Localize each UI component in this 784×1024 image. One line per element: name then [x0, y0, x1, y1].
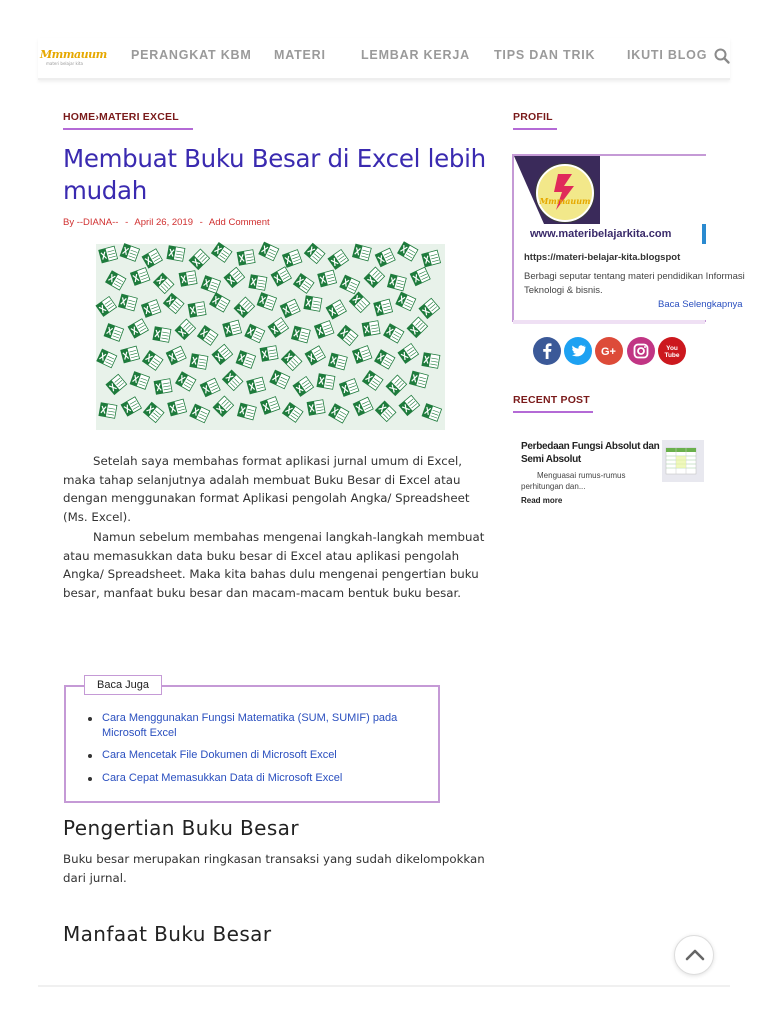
sidebar-heading-recent-post: RECENT POST — [513, 394, 590, 406]
article-paragraph: Buku besar merupakan ringkasan transaksi yang sudah dikelompokkan dari jurnal. — [63, 852, 485, 885]
google-plus-icon[interactable] — [595, 337, 623, 365]
site-logo[interactable] — [38, 44, 107, 68]
sidebar-heading-underline — [513, 128, 557, 130]
scroll-to-top-button[interactable] — [674, 935, 714, 975]
hero-image — [96, 244, 445, 430]
breadcrumb-category[interactable]: MATERI EXCEL — [99, 111, 179, 123]
article-paragraph — [63, 528, 493, 602]
excel-icons-pattern — [96, 244, 445, 430]
related-posts-label: Baca Juga — [84, 675, 162, 695]
profile-widget — [512, 154, 745, 322]
nav-item-ikuti-blog[interactable]: IKUTI BLOG — [627, 48, 708, 62]
breadcrumb-underline — [63, 128, 193, 130]
section-heading: Pengertian Buku Besar — [63, 816, 299, 840]
youtube-icon[interactable] — [658, 337, 686, 365]
breadcrumb — [63, 111, 179, 123]
profile-accent-bar — [702, 224, 706, 244]
nav-item-lembar-kerja[interactable]: LEMBAR KERJA — [361, 48, 470, 62]
search-icon[interactable] — [714, 48, 730, 64]
facebook-icon[interactable] — [533, 337, 561, 365]
recent-post-snippet: Menguasai rumus-rumus perhitungan dan... — [521, 471, 626, 491]
recent-post-read-more[interactable]: Read more — [521, 496, 563, 505]
breadcrumb-home[interactable]: HOME — [63, 111, 96, 123]
recent-post-thumbnail[interactable] — [662, 440, 704, 482]
paragraph-text: Setelah saya membahas format aplikasi jurnal umum di Excel, maka tahap selanjutnya adalah membuat Buku Besar di Excel atau dengan menggunakan format Aplikasi pengolah Angka/ Spreadsheet (Ms. Excel). — [63, 454, 470, 524]
svg-text:G+: G+ — [601, 346, 616, 358]
nav-item-perangkat-kbm[interactable]: PERANGKAT KBM — [131, 48, 252, 62]
chevron-up-icon — [675, 936, 715, 976]
related-post-link[interactable]: Cara Menggunakan Fungsi Matematika (SUM, SUMIF) pada Microsoft Excel — [86, 711, 416, 740]
page-title: Membuat Buku Besar di Excel lebih mudah — [63, 144, 486, 205]
instagram-icon[interactable] — [627, 337, 655, 365]
meta-separator: - — [199, 217, 203, 228]
logo-text: Mmmauum — [40, 48, 107, 61]
add-comment-link[interactable]: Add Comment — [208, 217, 270, 228]
paragraph-text: Namun sebelum membahas mengenai langkah-langkah membuat atau memasukkan data buku besar di Excel atau aplikasi pengolah Angka/ Spreadsheet. Maka kita bahas dulu mengenai pengertian buku besar, manfaat buku besar dan macam-macam bentuk buku besar. — [63, 530, 485, 600]
profile-blog-url[interactable]: https://materi-belajar-kita.blogspot — [524, 252, 681, 263]
spreadsheet-thumbnail-image — [662, 440, 704, 482]
svg-text:Mmmauum: Mmmauum — [539, 196, 591, 206]
footer-divider — [38, 985, 730, 987]
profile-shadow — [513, 320, 705, 324]
related-posts-list — [86, 711, 416, 793]
related-posts-box — [64, 679, 440, 803]
post-date[interactable]: April 26, 2019 — [134, 217, 193, 228]
nav-item-materi[interactable]: MATERI — [274, 48, 326, 62]
logo-subtext: materi belajar kita — [46, 61, 83, 66]
profile-description: Berbagi seputar tentang materi pendidikan Informasi Teknologi & bisnis. — [524, 271, 745, 296]
breadcrumb-separator: › — [95, 111, 100, 123]
post-meta — [63, 217, 274, 228]
top-navbar — [38, 38, 730, 80]
profile-read-more-link[interactable]: Baca Selengkapnya — [658, 299, 743, 310]
meta-separator: - — [125, 217, 129, 228]
article-paragraph — [63, 452, 493, 526]
post-author[interactable]: By --DIANA-- — [63, 217, 119, 228]
sidebar-heading-profil: PROFIL — [513, 111, 553, 123]
twitter-icon[interactable] — [564, 337, 592, 365]
related-post-link[interactable]: Cara Cepat Memasukkan Data di Microsoft Excel — [86, 771, 416, 786]
svg-text:You: You — [666, 345, 678, 352]
section-heading: Manfaat Buku Besar — [63, 922, 272, 946]
profile-website[interactable]: www.materibelajarkita.com — [530, 228, 672, 240]
nav-item-tips-dan-trik[interactable]: TIPS DAN TRIK — [494, 48, 596, 62]
svg-text:Tube: Tube — [664, 352, 680, 359]
sidebar-heading-underline — [513, 411, 593, 413]
recent-post-title[interactable]: Perbedaan Fungsi Absolut dan Semi Absolut — [521, 441, 660, 465]
related-post-link[interactable]: Cara Mencetak File Dokumen di Microsoft Excel — [86, 748, 416, 763]
